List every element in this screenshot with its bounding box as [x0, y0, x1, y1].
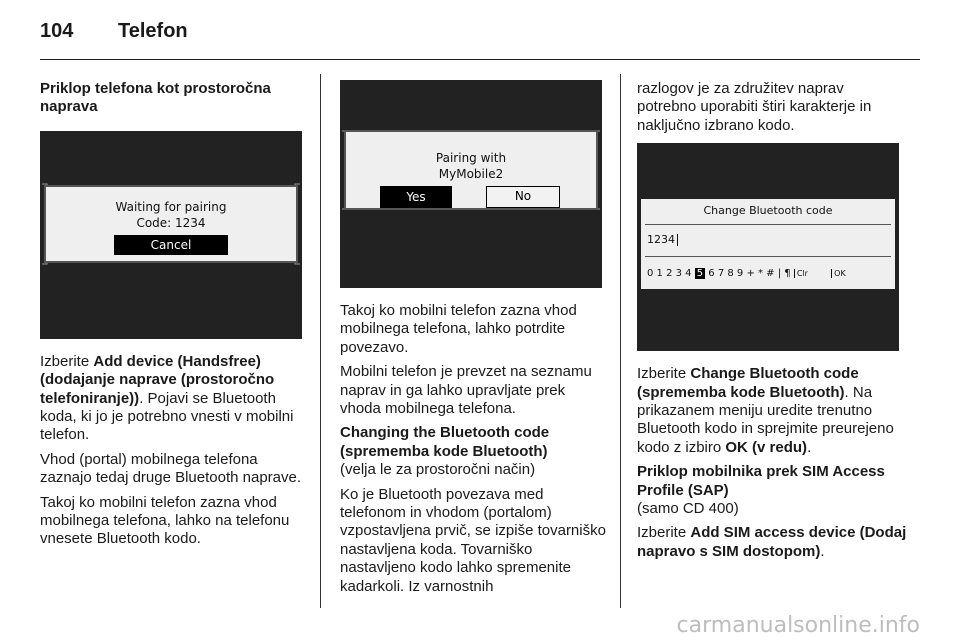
section-heading-sap: Priklop mobilnika prek SIM Access Profile (SAP): [637, 463, 885, 499]
dialog-line-waiting: Waiting for pairing: [115, 199, 227, 214]
dialog-line-device-name: MyMobile2: [438, 167, 504, 181]
yes-button[interactable]: Yes: [380, 186, 452, 208]
paragraph-change-code: Izberite Change Bluetooth code (sprememba kode Bluetooth). Na prikazanem meniju uredite trenutno Bluetooth kodo in sprejmite preurejeno kodo z izbiro OK (v redu).: [637, 365, 894, 456]
ok-button[interactable]: OK: [831, 269, 846, 278]
char-keys-left[interactable]: 0 1 2 3 4: [647, 268, 692, 280]
menu-item-add-device: Add device (Handsfree) (dodajanje naprave (prostoročno telefoniranje)): [40, 352, 275, 407]
page-header: [40, 20, 188, 43]
dialog-line-code: Code: 1234: [136, 215, 206, 230]
page-title: Telefon: [118, 20, 188, 42]
menu-item-change-code: Change Bluetooth code (sprememba kode Bluetooth): [637, 365, 859, 401]
screen-change-bluetooth-code: [637, 143, 899, 351]
paragraph-add-sim: Izberite Add SIM access device (Dodaj napravo s SIM dostopom).: [637, 524, 907, 560]
column-2: [340, 80, 606, 602]
screen-pairing-with: [340, 80, 602, 288]
header-rule: [40, 59, 920, 60]
paragraph-handsfree-only: (velja le za prostoročni način): [340, 461, 536, 479]
char-keys-right[interactable]: 6 7 8 9 + * # | ¶: [708, 268, 791, 280]
section-heading-pairing: Priklop telefona kot prostoročna naprava: [40, 80, 271, 116]
text-cursor: [677, 234, 678, 246]
menu-item-add-sim: Add SIM access device (Dodaj napravo s SIM dostopom): [637, 524, 907, 560]
no-button[interactable]: No: [486, 186, 560, 208]
column-1: [40, 80, 308, 555]
dialog-line-pairing-with: Pairing with: [435, 151, 507, 165]
clear-button[interactable]: Clr: [794, 269, 808, 278]
code-entry-field[interactable]: 1234: [641, 225, 895, 249]
paragraph-add-device: Izberite Add device (Handsfree) (dodajanje naprave (prostoročno telefoniranje)). Pojavi se Bluetooth koda, ki jo je potrebno vnesti v mobilni telefon.: [40, 352, 294, 444]
paragraph-cd400-only: (samo CD 400): [637, 500, 739, 518]
watermark: carmanualsonline.info: [676, 613, 920, 638]
cancel-button[interactable]: Cancel: [114, 235, 228, 255]
char-key-selected[interactable]: 5: [696, 268, 704, 280]
change-code-dialog: [641, 199, 895, 289]
pairing-confirm-dialog: [344, 130, 598, 210]
paragraph-portal: Vhod (portal) mobilnega telefona zaznajo tedaj druge Bluetooth naprave.: [40, 450, 302, 487]
screen-waiting-for-pairing: [40, 131, 302, 339]
character-picker[interactable]: [641, 257, 895, 283]
paragraph-enter-code: Takoj ko mobilni telefon zazna vhod mobilnega telefona, lahko na telefonu vnesete Bluetooth kodo.: [40, 493, 290, 548]
column-divider-1: [320, 74, 321, 608]
paragraph-security: razlogov je za združitev naprav potrebno uporabiti štiri karakterje in naključno izbrano kodo.: [637, 80, 872, 134]
pairing-dialog: [44, 185, 298, 263]
page-number: 104: [40, 20, 74, 42]
column-divider-2: [620, 74, 621, 608]
paragraph-confirm-connection: Takoj ko mobilni telefon zazna vhod mobilnega telefona, lahko potrdite povezavo.: [340, 302, 577, 356]
menu-item-ok: OK (v redu): [725, 438, 808, 456]
column-3: [637, 80, 907, 567]
paragraph-device-list: Mobilni telefon je prevzet na seznamu naprav in ga lahko upravljate prek vhoda mobilnega telefona.: [340, 363, 592, 418]
section-heading-change-code: Changing the Bluetooth code (sprememba kode Bluetooth): [340, 424, 550, 460]
paragraph-factory-code: Ko je Bluetooth povezava med telefonom in vhodom (portalom) vzpostavljena prvič, se izpiše tovarniško nastavljena koda. Tovarniško nastavljeno kodo lahko spremenite kadarkoli. Iz varnostnih: [340, 485, 606, 595]
dialog-title: Change Bluetooth code: [703, 204, 833, 218]
